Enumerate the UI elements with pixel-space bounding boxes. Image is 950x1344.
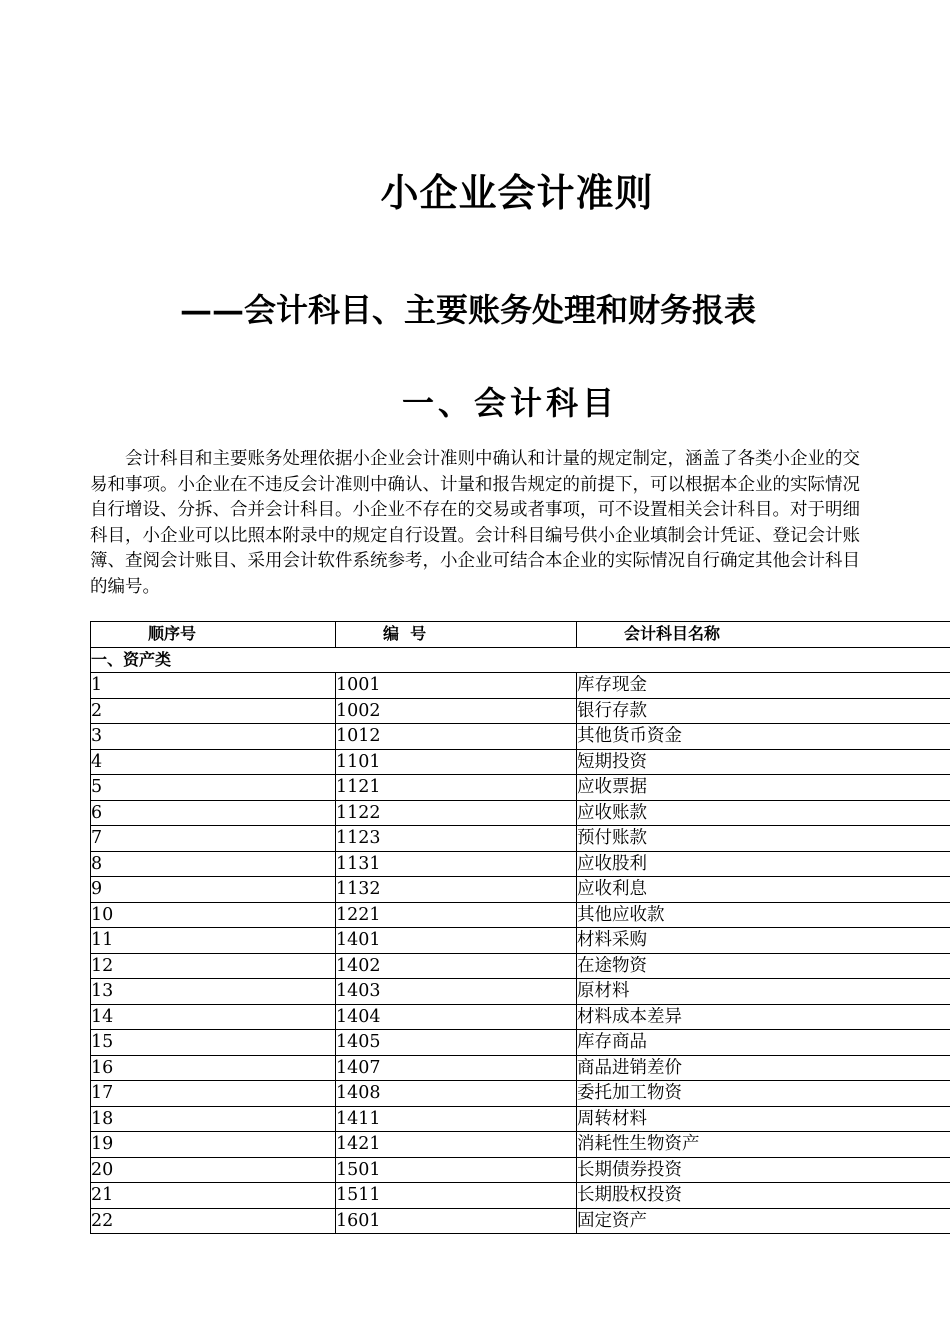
name-cell: 材料采购 xyxy=(577,928,950,954)
code-cell: 1123 xyxy=(336,826,577,852)
code-cell: 1501 xyxy=(336,1157,577,1183)
table-row xyxy=(91,1055,950,1081)
table-row xyxy=(91,1106,950,1132)
name-cell: 在途物资 xyxy=(577,953,950,979)
code-cell: 1408 xyxy=(336,1081,577,1107)
seq-cell: 21 xyxy=(91,1183,336,1209)
name-cell: 原材料 xyxy=(577,979,950,1005)
intro-paragraph: 会计科目和主要账务处理依据小企业会计准则中确认和计量的规定制定，涵盖了各类小企业的交易和事项。小企业在不违反会计准则中确认、计量和报告规定的前提下，可以根据本企业的实际情况自行增设、分拆、合并会计科目。小企业不存在的交易或者事项，可不设置相关会计科目。对于明细科目，小企业可以比照本附录中的规定自行设置。会计科目编号供小企业填制会计凭证、登记会计账簿、查阅会计账目、采用会计软件系统参考，小企业可结合本企业的实际情况自行确定其他会计科目的编号。 xyxy=(90,449,860,597)
seq-cell: 17 xyxy=(91,1081,336,1107)
code-cell: 1131 xyxy=(336,851,577,877)
table-row xyxy=(91,1183,950,1209)
table-header-row xyxy=(91,622,950,648)
name-cell: 应收票据 xyxy=(577,775,950,801)
table-row xyxy=(91,1004,950,1030)
seq-cell: 18 xyxy=(91,1106,336,1132)
header-name: 会计科目名称 xyxy=(577,622,950,648)
code-cell: 1122 xyxy=(336,800,577,826)
table-row xyxy=(91,749,950,775)
seq-cell: 7 xyxy=(91,826,336,852)
seq-cell: 5 xyxy=(91,775,336,801)
name-cell: 短期投资 xyxy=(577,749,950,775)
code-cell: 1407 xyxy=(336,1055,577,1081)
seq-cell: 12 xyxy=(91,953,336,979)
code-cell: 1101 xyxy=(336,749,577,775)
code-cell: 1405 xyxy=(336,1030,577,1056)
name-cell: 其他货币资金 xyxy=(577,724,950,750)
section-heading: 一、会计科目 xyxy=(401,384,618,422)
code-cell: 1012 xyxy=(336,724,577,750)
seq-cell: 4 xyxy=(91,749,336,775)
code-cell: 1403 xyxy=(336,979,577,1005)
table-row xyxy=(91,1157,950,1183)
table-row xyxy=(91,698,950,724)
seq-cell: 22 xyxy=(91,1208,336,1234)
seq-cell: 14 xyxy=(91,1004,336,1030)
name-cell: 长期股权投资 xyxy=(577,1183,950,1209)
code-cell: 1421 xyxy=(336,1132,577,1158)
table-row xyxy=(91,902,950,928)
seq-cell: 16 xyxy=(91,1055,336,1081)
seq-cell: 13 xyxy=(91,979,336,1005)
document-title: 小企业会计准则 xyxy=(380,170,654,215)
category-row xyxy=(91,647,950,673)
seq-cell: 8 xyxy=(91,851,336,877)
name-cell: 其他应收款 xyxy=(577,902,950,928)
seq-cell: 15 xyxy=(91,1030,336,1056)
name-cell: 应收股利 xyxy=(577,851,950,877)
seq-cell: 9 xyxy=(91,877,336,903)
table-row xyxy=(91,826,950,852)
name-cell: 周转材料 xyxy=(577,1106,950,1132)
seq-cell: 11 xyxy=(91,928,336,954)
document-subtitle: ——会计科目、主要账务处理和财务报表 xyxy=(180,291,757,329)
code-cell: 1601 xyxy=(336,1208,577,1234)
name-cell: 消耗性生物资产 xyxy=(577,1132,950,1158)
name-cell: 预付账款 xyxy=(577,826,950,852)
table-row xyxy=(91,673,950,699)
name-cell: 应收账款 xyxy=(577,800,950,826)
table-row xyxy=(91,724,950,750)
seq-cell: 10 xyxy=(91,902,336,928)
seq-cell: 1 xyxy=(91,673,336,699)
code-cell: 1401 xyxy=(336,928,577,954)
code-cell: 1132 xyxy=(336,877,577,903)
seq-cell: 19 xyxy=(91,1132,336,1158)
code-cell: 1402 xyxy=(336,953,577,979)
table-row xyxy=(91,775,950,801)
table-row xyxy=(91,800,950,826)
name-cell: 委托加工物资 xyxy=(577,1081,950,1107)
category-label: 一、资产类 xyxy=(91,647,950,673)
table-row xyxy=(91,979,950,1005)
code-cell: 1511 xyxy=(336,1183,577,1209)
code-cell: 1404 xyxy=(336,1004,577,1030)
table-row xyxy=(91,1132,950,1158)
seq-cell: 20 xyxy=(91,1157,336,1183)
code-cell: 1411 xyxy=(336,1106,577,1132)
name-cell: 固定资产 xyxy=(577,1208,950,1234)
seq-cell: 6 xyxy=(91,800,336,826)
name-cell: 银行存款 xyxy=(577,698,950,724)
code-cell: 1221 xyxy=(336,902,577,928)
header-code: 编 号 xyxy=(336,622,577,648)
table-row xyxy=(91,928,950,954)
name-cell: 库存现金 xyxy=(577,673,950,699)
code-cell: 1002 xyxy=(336,698,577,724)
name-cell: 商品进销差价 xyxy=(577,1055,950,1081)
seq-cell: 2 xyxy=(91,698,336,724)
name-cell: 长期债券投资 xyxy=(577,1157,950,1183)
name-cell: 库存商品 xyxy=(577,1030,950,1056)
seq-cell: 3 xyxy=(91,724,336,750)
table-row xyxy=(91,953,950,979)
table-row xyxy=(91,1030,950,1056)
table-row xyxy=(91,877,950,903)
header-seq: 顺序号 xyxy=(91,622,336,648)
name-cell: 材料成本差异 xyxy=(577,1004,950,1030)
table-row xyxy=(91,1208,950,1234)
code-cell: 1001 xyxy=(336,673,577,699)
code-cell: 1121 xyxy=(336,775,577,801)
table-row xyxy=(91,1081,950,1107)
name-cell: 应收利息 xyxy=(577,877,950,903)
table-row xyxy=(91,851,950,877)
accounts-table xyxy=(90,621,950,1234)
